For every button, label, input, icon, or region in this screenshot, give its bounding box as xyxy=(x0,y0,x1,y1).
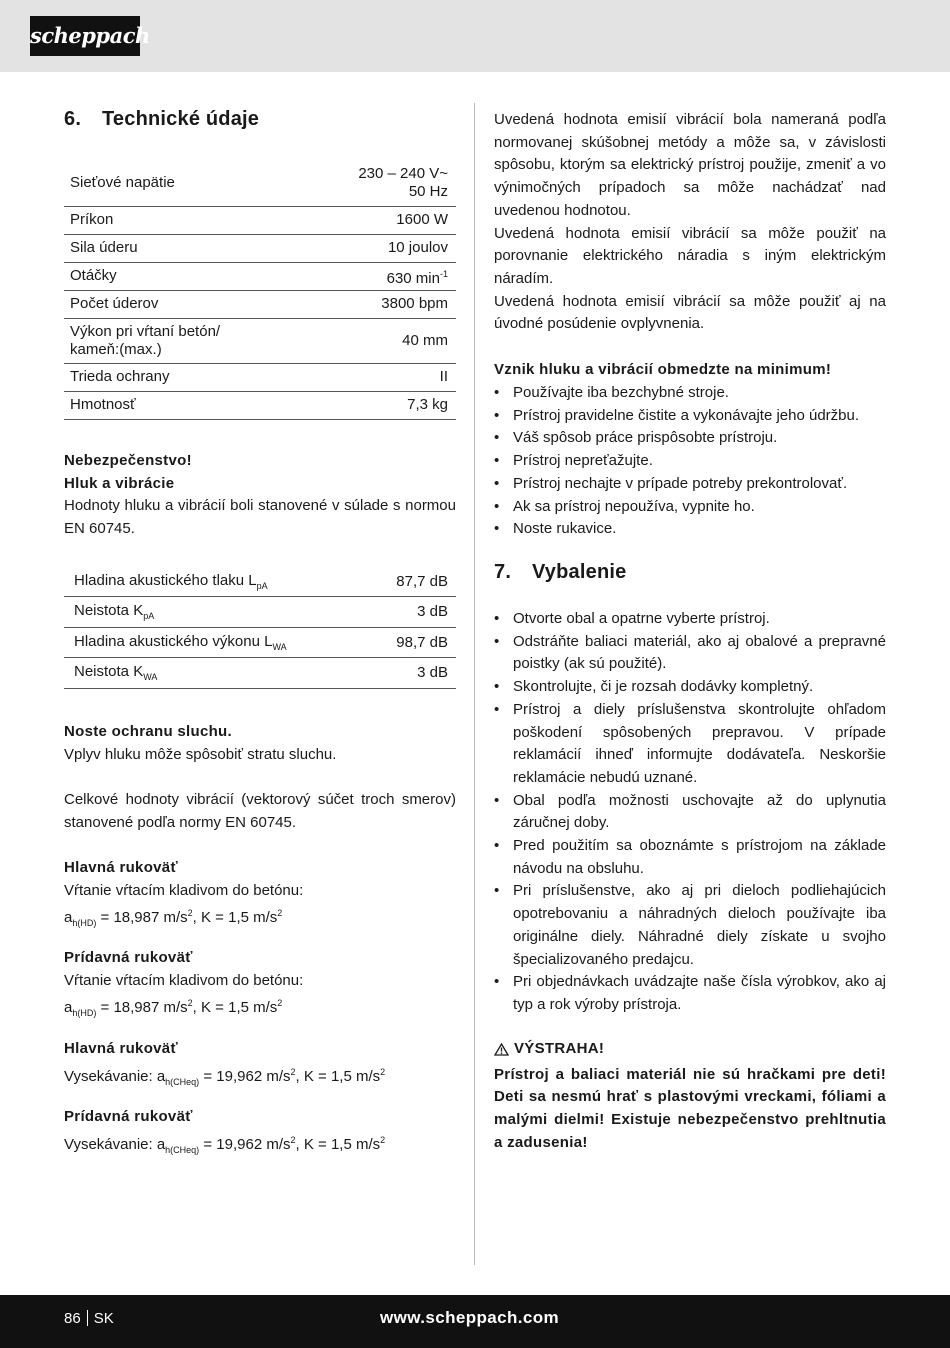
spec-label-line: Výkon pri vŕtaní betón/ xyxy=(70,322,221,340)
warning-triangle-icon xyxy=(494,1043,509,1056)
noise-row xyxy=(64,658,456,689)
list-item: • Obal podľa možnosti uschovajte až do uplynutia záručnej doby. xyxy=(494,790,886,835)
vib-sub: h(CHeq) xyxy=(165,1076,200,1087)
section-6-number: 6. xyxy=(64,108,82,130)
vibration-intro xyxy=(494,109,886,336)
list-item: • Prístroj pravidelne čistite a vykonávajte jeho údržbu. xyxy=(494,405,886,428)
section-6-heading xyxy=(64,108,259,131)
spec-label: Trieda ochrany xyxy=(64,363,301,391)
noise-value: 3 dB xyxy=(365,658,456,689)
intro-paragraph: Uvedená hodnota emisií vibrácií sa môže použiť aj na úvodné posúdenie ovplyvnenia. xyxy=(494,292,886,333)
spec-label: Počet úderov xyxy=(64,290,301,318)
vibration-text: Celkové hodnoty vibrácií (vektorový súčet troch smerov) stanovené podľa normy EN 60745. xyxy=(64,791,456,831)
vib-prefix: Vysekávanie: a xyxy=(64,1067,166,1085)
section-7-title: Vybalenie xyxy=(532,561,627,583)
spec-row xyxy=(64,206,456,234)
vib-sup: 2 xyxy=(290,1066,296,1077)
spec-row xyxy=(64,391,456,419)
noise-table xyxy=(64,566,456,689)
list-item: • Ak sa prístroj nepoužíva, vypnite ho. xyxy=(494,496,886,519)
list-item: • Prístroj nepreťažujte. xyxy=(494,450,886,473)
vib-block-value xyxy=(64,1129,456,1162)
hearing-title: Noste ochranu sluchu. xyxy=(64,723,232,740)
vib-block xyxy=(64,1038,456,1093)
danger-title: Nebezpečenstvo! xyxy=(64,452,192,469)
hearing-block xyxy=(64,721,456,766)
list-item: • Váš spôsob práce prispôsobte prístroju. xyxy=(494,427,886,450)
noise-label-text: Hladina akustického tlaku L xyxy=(74,571,257,589)
spec-table xyxy=(64,160,456,420)
vib-value: = 19,962 m/s xyxy=(199,1067,291,1085)
vib-sup: 2 xyxy=(380,1134,386,1145)
section-7-heading xyxy=(494,561,626,584)
spec-value-text: 630 min xyxy=(386,269,440,287)
noise-label xyxy=(64,597,365,628)
warning-block xyxy=(494,1038,886,1154)
spec-label xyxy=(64,318,301,363)
spec-value: 1600 W xyxy=(301,206,456,234)
spec-value-sup: -1 xyxy=(439,268,448,279)
spec-label: Otáčky xyxy=(64,262,301,290)
logo-text: scheppach xyxy=(30,23,150,48)
vib-block-line: Vŕtanie vŕtacím kladivom do betónu: xyxy=(64,971,304,989)
vib-value: = 18,987 m/s xyxy=(96,999,188,1017)
vib-block-title: Hlavná rukoväť xyxy=(64,1040,178,1057)
noise-title: Hluk a vibrácie xyxy=(64,474,175,492)
list-item: • Používajte iba bezchybné stroje. xyxy=(494,382,886,405)
vib-k: , K = 1,5 m/s xyxy=(192,909,278,927)
vib-block-value xyxy=(64,902,456,935)
unpacking-list xyxy=(494,608,886,1017)
footer xyxy=(0,1295,950,1348)
spec-value: 7,3 kg xyxy=(301,391,456,419)
hearing-text: Vplyv hluku môže spôsobiť stratu sluchu. xyxy=(64,745,337,763)
spec-row xyxy=(64,290,456,318)
noise-label-text: Neistota K xyxy=(74,602,144,620)
list-item: • Pri objednávkach uvádzajte naše čísla výrobkov, ako aj typ a rok výroby prístroja. xyxy=(494,971,886,1016)
vib-sup: 2 xyxy=(187,908,193,919)
section-6-title: Technické údaje xyxy=(102,108,260,130)
spec-value: 10 joulov xyxy=(301,234,456,262)
intro-paragraph: Uvedená hodnota emisií vibrácií sa môže použiť na porovnanie elektrického náradia s iným elektrickým náradím. xyxy=(494,224,886,287)
vib-sup: 2 xyxy=(277,998,283,1009)
vib-value: = 19,962 m/s xyxy=(199,1135,291,1153)
intro-paragraph: Uvedená hodnota emisií vibrácií bola nameraná podľa normovanej skúšobnej metódy a môže sa, v závislosti spôsobu, ktorým sa elektrický prístroj použije, zmeniť a vo výnimočných prípadoch sa môže nachádzať nad uvedenou hodnotou. xyxy=(494,111,886,219)
spec-value-line: 50 Hz xyxy=(408,182,448,200)
vib-sup: 2 xyxy=(380,1066,386,1077)
vib-sup: 2 xyxy=(290,1134,296,1145)
noise-row xyxy=(64,597,456,628)
spec-row xyxy=(64,318,456,363)
noise-value: 87,7 dB xyxy=(365,566,456,597)
noise-row xyxy=(64,627,456,658)
spec-label: Príkon xyxy=(64,206,301,234)
spec-value xyxy=(301,160,456,206)
noise-label-sub: pA xyxy=(256,580,268,591)
list-item: • Odstráňte baliaci materiál, ako aj obalové a prepravné poistky (ak sú použité). xyxy=(494,631,886,676)
noise-text: Hodnoty hluku a vibrácií boli stanovené v súlade s normou EN 60745. xyxy=(64,497,456,538)
spec-value-line: 230 – 240 V~ xyxy=(358,164,448,182)
vib-block-value xyxy=(64,992,456,1025)
spec-label: Hmotnosť xyxy=(64,391,301,419)
noise-label-text: Hladina akustického výkonu L xyxy=(74,632,273,650)
spec-label: Sila úderu xyxy=(64,234,301,262)
spec-label-line: kameň:(max.) xyxy=(70,340,162,358)
warning-title: VÝSTRAHA! xyxy=(514,1040,605,1057)
noise-row xyxy=(64,566,456,597)
noise-label xyxy=(64,627,365,658)
vib-k: , K = 1,5 m/s xyxy=(192,999,278,1017)
vib-sub: h(CHeq) xyxy=(165,1144,200,1155)
list-item: • Pred použitím sa oboznámte s prístrojom na základe návodu na obsluhu. xyxy=(494,835,886,880)
vib-block-line: Vŕtanie vŕtacím kladivom do betónu: xyxy=(64,881,304,899)
spec-value: 40 mm xyxy=(301,318,456,363)
minimize-list xyxy=(494,382,886,541)
scheppach-logo xyxy=(30,16,150,56)
footer-separator xyxy=(87,1310,88,1326)
noise-label-text: Neistota K xyxy=(74,663,144,681)
spec-row xyxy=(64,262,456,290)
website-url[interactable]: www.scheppach.com xyxy=(380,1308,560,1327)
list-item: • Skontrolujte, či je rozsah dodávky kompletný. xyxy=(494,676,886,699)
vib-symbol: a xyxy=(64,999,73,1017)
vib-sup: 2 xyxy=(187,998,193,1009)
vib-symbol: a xyxy=(64,909,73,927)
vib-k: , K = 1,5 m/s xyxy=(295,1135,381,1153)
danger-block xyxy=(64,450,456,541)
list-item: • Pri príslušenstve, ako aj pri dieloch podliehajúcich opotrebovaniu a náhradných dieloch používajte iba originálne diely. Náhradné diely získate u svojho špecializovaného predajcu. xyxy=(494,880,886,971)
spec-row xyxy=(64,160,456,206)
vib-block-value xyxy=(64,1061,456,1094)
spec-value: 3800 bpm xyxy=(301,290,456,318)
spec-row xyxy=(64,234,456,262)
noise-value: 3 dB xyxy=(365,597,456,628)
vib-block-title: Prídavná rukoväť xyxy=(64,949,193,966)
spec-value: II xyxy=(301,363,456,391)
vib-block xyxy=(64,857,456,935)
vib-block xyxy=(64,947,456,1025)
vib-value: = 18,987 m/s xyxy=(96,909,188,927)
vib-k: , K = 1,5 m/s xyxy=(295,1067,381,1085)
noise-label xyxy=(64,658,365,689)
noise-label-sub: pA xyxy=(143,611,155,622)
vib-sub: h(HD) xyxy=(72,1008,97,1019)
section-7-number: 7. xyxy=(494,561,512,583)
noise-label-sub: WA xyxy=(143,672,158,683)
page-indicator xyxy=(64,1310,114,1327)
vib-sub: h(HD) xyxy=(72,918,97,929)
vib-prefix: Vysekávanie: a xyxy=(64,1135,166,1153)
list-item: • Otvorte obal a opatrne vyberte prístroj. xyxy=(494,608,886,631)
vib-sup: 2 xyxy=(277,908,283,919)
list-item: • Prístroj a diely príslušenstva skontrolujte ohľadom poškodení spôsobených prepravou. V prípade reklamácií ihneď informujte dodávateľa. Neskoršie reklamácie nebudú uznané. xyxy=(494,699,886,790)
column-divider xyxy=(474,103,475,1265)
language-code: SK xyxy=(93,1310,114,1327)
warning-heading xyxy=(494,1038,604,1061)
vib-block-title: Hlavná rukoväť xyxy=(64,859,178,876)
page-number: 86 xyxy=(64,1310,81,1327)
spec-label: Sieťové napätie xyxy=(64,160,301,206)
minimize-title: Vznik hluku a vibrácií obmedzte na minimum! xyxy=(494,361,832,378)
noise-value: 98,7 dB xyxy=(365,627,456,658)
vib-block-title: Prídavná rukoväť xyxy=(64,1108,193,1125)
spec-value xyxy=(301,262,456,290)
noise-label-sub: WA xyxy=(272,641,287,652)
noise-label xyxy=(64,566,365,597)
vib-block xyxy=(64,1106,456,1161)
list-item: • Prístroj nechajte v prípade potreby prekontrolovať. xyxy=(494,473,886,496)
list-item: • Noste rukavice. xyxy=(494,518,886,541)
warning-text: Prístroj a baliaci materiál nie sú hračkami pre deti! Deti sa nesmú hrať s plastovými vreckami, fóliami a malými dielmi! Existuje nebezpečenstvo prehltnutia a zadusenia! xyxy=(494,1065,886,1151)
spec-row xyxy=(64,363,456,391)
